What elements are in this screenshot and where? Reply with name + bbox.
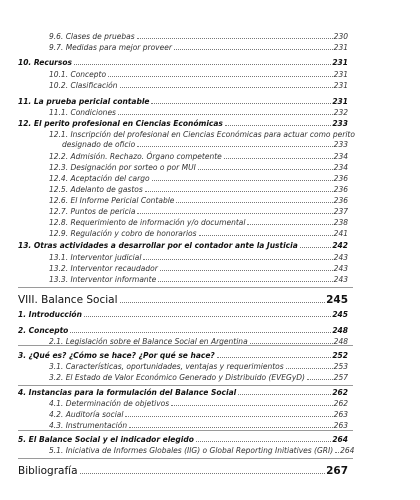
toc-entry-label: 4. Instancias para la formulación del Balance Social (18, 388, 237, 397)
toc-entry[interactable] (62, 140, 348, 149)
dot-leader (217, 357, 332, 358)
toc-entry-label: 2.1. Legislación sobre el Balance Social en Argentina (49, 337, 248, 346)
toc-page-number: 257 (333, 373, 348, 382)
toc-section[interactable] (18, 241, 348, 250)
dot-leader (196, 441, 331, 442)
dot-leader (137, 146, 332, 147)
toc-page-number: 264 (340, 446, 355, 455)
toc-entry-label: 10. Recursos (18, 58, 72, 67)
toc-entry-label: VIII. Balance Social (18, 294, 118, 306)
toc-page-number: 243 (333, 275, 348, 284)
dot-leader (84, 316, 331, 317)
dot-leader (225, 125, 331, 126)
toc-entry-label: 13.1. Interventor judicial (49, 253, 142, 262)
toc-entry-label: 10.2. Clasificación (49, 81, 118, 90)
toc-entry-label: 12.6. El Informe Pericial Contable (49, 196, 175, 205)
toc-page-number: 238 (333, 218, 348, 227)
toc-entry[interactable] (49, 32, 348, 41)
toc-entry-label: 1. Introducción (18, 310, 82, 319)
toc-entry-label: 9.7. Medidas para mejor proveer (49, 43, 172, 52)
toc-page-number: 253 (333, 362, 348, 371)
toc-entry-label: 4.1. Determinación de objetivos (49, 399, 170, 408)
toc-page-number: 236 (333, 196, 348, 205)
section-divider (18, 430, 353, 431)
dot-leader (70, 332, 331, 333)
toc-page-number: 245 (332, 310, 348, 319)
dot-leader (307, 379, 333, 380)
toc-entry[interactable] (49, 196, 348, 205)
toc-entry[interactable] (49, 81, 348, 90)
toc-page-number: 231 (332, 97, 348, 106)
dot-leader (174, 49, 333, 50)
toc-entry-label: 12.9. Regulación y cobro de honorarios (49, 229, 197, 238)
toc-entry-label: 12.5. Adelanto de gastos (49, 185, 143, 194)
toc-entry[interactable] (49, 152, 348, 161)
toc-entry[interactable] (49, 410, 348, 419)
dot-leader (152, 180, 333, 181)
toc-page-number: 263 (333, 410, 348, 419)
dot-leader (198, 169, 333, 170)
toc-page-number: 232 (333, 108, 348, 117)
toc-entry-label: 11. La prueba pericial contable (18, 97, 150, 106)
dot-leader (160, 270, 333, 271)
toc-entry-label: 3.2. El Estado de Valor Económico Generado y Distribuido (EVEGyD) (49, 373, 305, 382)
section-divider (18, 385, 353, 386)
dot-leader (80, 473, 326, 474)
toc-entry-label: 13.3. Interventor informante (49, 275, 157, 284)
toc-entry-label: 5. El Balance Social y el indicador elegido (18, 435, 194, 444)
toc-section[interactable] (18, 119, 348, 128)
toc-entry-label: 2. Concepto (18, 326, 69, 335)
dot-leader (176, 202, 332, 203)
toc-entry[interactable] (49, 421, 348, 430)
toc-entry-label: 9.6. Clases de pruebas (49, 32, 135, 41)
dot-leader (335, 452, 339, 453)
toc-section[interactable] (18, 326, 348, 335)
toc-entry[interactable] (49, 174, 348, 183)
toc-page-number: 262 (333, 399, 348, 408)
toc-page-number: 241 (333, 229, 348, 238)
dot-leader (151, 103, 331, 104)
toc-entry[interactable] (49, 130, 355, 139)
toc-page-number: 231 (332, 58, 348, 67)
toc-page-number: 236 (333, 185, 348, 194)
toc-section[interactable] (18, 351, 348, 360)
dot-leader (158, 281, 332, 282)
toc-page-number: 248 (332, 326, 348, 335)
dot-leader (199, 235, 333, 236)
toc-entry-label: Bibliografía (18, 465, 78, 477)
dot-leader (74, 64, 331, 65)
dot-leader (171, 405, 333, 406)
toc-entry-label: 11.1. Condiciones (49, 108, 116, 117)
toc-page-number: 231 (333, 81, 348, 90)
toc-entry-label: 13.2. Interventor recaudador (49, 264, 158, 273)
toc-page-number: 236 (333, 174, 348, 183)
toc-page-number: 231 (333, 43, 348, 52)
toc-page-number: 234 (333, 152, 348, 161)
toc-chapter[interactable] (18, 465, 348, 477)
toc-page-number: 237 (333, 207, 348, 216)
dot-leader (286, 368, 333, 369)
toc-page-number: 267 (326, 465, 348, 477)
toc-page-number: 248 (333, 337, 348, 346)
toc-entry-label: 3.1. Características, oportunidades, ventajas y requerimientos (49, 362, 284, 371)
toc-entry-label: 4.3. Instrumentación (49, 421, 128, 430)
toc-entry[interactable] (49, 218, 348, 227)
dot-leader (250, 343, 333, 344)
toc-page-number: 242 (332, 241, 348, 250)
dot-leader (247, 224, 332, 225)
dot-leader (108, 76, 333, 77)
dot-leader (125, 416, 332, 417)
dot-leader (300, 247, 332, 248)
toc-page-number: 252 (332, 351, 348, 360)
toc-entry-label: 12. El perito profesional en Ciencias Económicas (18, 119, 223, 128)
toc-entry-label: 4.2. Auditoría social (49, 410, 124, 419)
toc-entry[interactable] (49, 229, 348, 238)
toc-entry-label: 13. Otras actividades a desarrollar por el contador ante la Justicia (18, 241, 298, 250)
toc-entry-label: 12.4. Aceptación del cargo (49, 174, 150, 183)
toc-entry[interactable] (49, 185, 348, 194)
toc-entry[interactable] (49, 362, 348, 371)
toc-entry[interactable] (49, 446, 355, 455)
toc-entry[interactable] (49, 337, 348, 346)
dot-leader (129, 427, 333, 428)
toc-page-number: 245 (326, 294, 348, 306)
toc-section[interactable] (18, 310, 348, 319)
toc-page-number: 264 (332, 435, 348, 444)
dot-leader (120, 302, 326, 303)
toc-section[interactable] (18, 58, 348, 67)
dot-leader (137, 213, 332, 214)
section-divider (18, 287, 353, 288)
toc-entry[interactable] (49, 373, 348, 382)
toc-entry-label: 10.1. Concepto (49, 70, 107, 79)
toc-entry[interactable] (49, 207, 348, 216)
toc-entry-label: 5.1. Iniciativa de Informes Globales (IIG) o Global Reporting Initiatives (GRI) (49, 446, 334, 455)
toc-page-number: 233 (332, 119, 348, 128)
toc-entry[interactable] (49, 275, 348, 284)
toc-entry-label: 12.2. Admisión. Rechazo. Órgano competente (49, 152, 222, 161)
toc-page-number: 243 (333, 264, 348, 273)
toc-page-number: 263 (333, 421, 348, 430)
toc-entry[interactable] (49, 253, 348, 262)
toc-page-number: 233 (333, 140, 348, 149)
toc-entry[interactable] (49, 163, 348, 172)
toc-chapter[interactable] (18, 294, 348, 306)
toc-entry[interactable] (49, 70, 348, 79)
toc-section[interactable] (18, 435, 348, 444)
toc-page-number: 262 (332, 388, 348, 397)
dot-leader (224, 158, 333, 159)
toc-entry-label: 12.8. Requerimiento de información y/o documental (49, 218, 246, 227)
toc-entry-label: 12.7. Puntos de pericia (49, 207, 136, 216)
toc-entry[interactable] (49, 43, 348, 52)
dot-leader (145, 191, 333, 192)
toc-entry[interactable] (49, 399, 348, 408)
dot-leader (137, 38, 333, 39)
toc-entry-label: 12.1. Inscripción del profesional en Ciencias Económicas para actuar como perito (49, 130, 355, 139)
toc-page-number: 230 (333, 32, 348, 41)
toc-page-number: 231 (333, 70, 348, 79)
section-divider (18, 458, 353, 459)
toc-section[interactable] (18, 97, 348, 106)
toc-entry[interactable] (49, 108, 348, 117)
toc-section[interactable] (18, 388, 348, 397)
dot-leader (238, 394, 331, 395)
toc-page-number: 234 (333, 163, 348, 172)
dot-leader (118, 114, 333, 115)
toc-page-number: 243 (333, 253, 348, 262)
toc-entry-label: 3. ¿Qué es? ¿Cómo se hace? ¿Por qué se hace? (18, 351, 215, 360)
toc-entry[interactable] (49, 264, 348, 273)
toc-entry-label: designado de oficio (62, 140, 136, 149)
dot-leader (120, 87, 333, 88)
toc-entry-label: 12.3. Designación por sorteo o por MUI (49, 163, 196, 172)
dot-leader (143, 259, 332, 260)
